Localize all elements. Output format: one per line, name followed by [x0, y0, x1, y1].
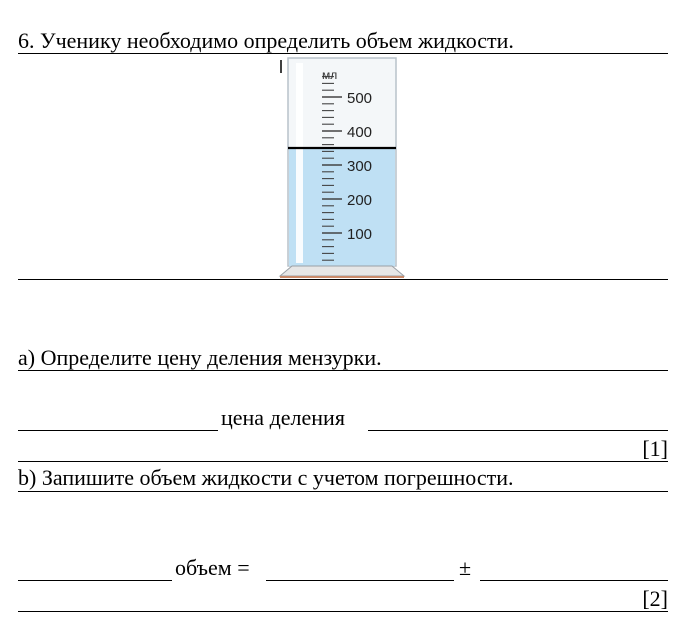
scale-label-100: 100 [347, 226, 373, 243]
question-title: 6. Ученику необходимо определить объем жидкости. [18, 28, 514, 53]
glass-highlight [296, 63, 303, 263]
part-b-blank-left [18, 580, 172, 581]
part-a-answer-field[interactable] [368, 430, 668, 431]
rule [18, 491, 668, 492]
part-a-prompt: a) Определите цену деления мензурки. [18, 345, 382, 370]
rule [18, 461, 668, 462]
cylinder-base [280, 266, 404, 276]
part-a-blank-left [18, 430, 218, 431]
plus-minus-sign: ± [459, 555, 472, 580]
part-b-answer-label: объем = [175, 555, 250, 580]
part-b-value-field[interactable] [266, 580, 454, 581]
scale-label-500: 500 [347, 90, 373, 107]
measuring-cylinder [270, 55, 410, 281]
part-a-answer-label: цена деления [221, 405, 345, 430]
part-b-prompt: b) Запишите объем жидкости с учетом погрешности. [18, 465, 514, 490]
part-a-marks: [1] [642, 436, 668, 461]
rule [18, 370, 668, 371]
part-b-marks: [2] [642, 586, 668, 611]
rule [18, 279, 668, 280]
rule [18, 611, 668, 612]
scale-label-200: 200 [347, 192, 373, 209]
scale-label-300: 300 [347, 158, 373, 175]
scale-label-400: 400 [347, 124, 373, 141]
unit-label: мл [322, 68, 338, 82]
part-b-error-field[interactable] [480, 580, 668, 581]
rule [18, 53, 668, 54]
